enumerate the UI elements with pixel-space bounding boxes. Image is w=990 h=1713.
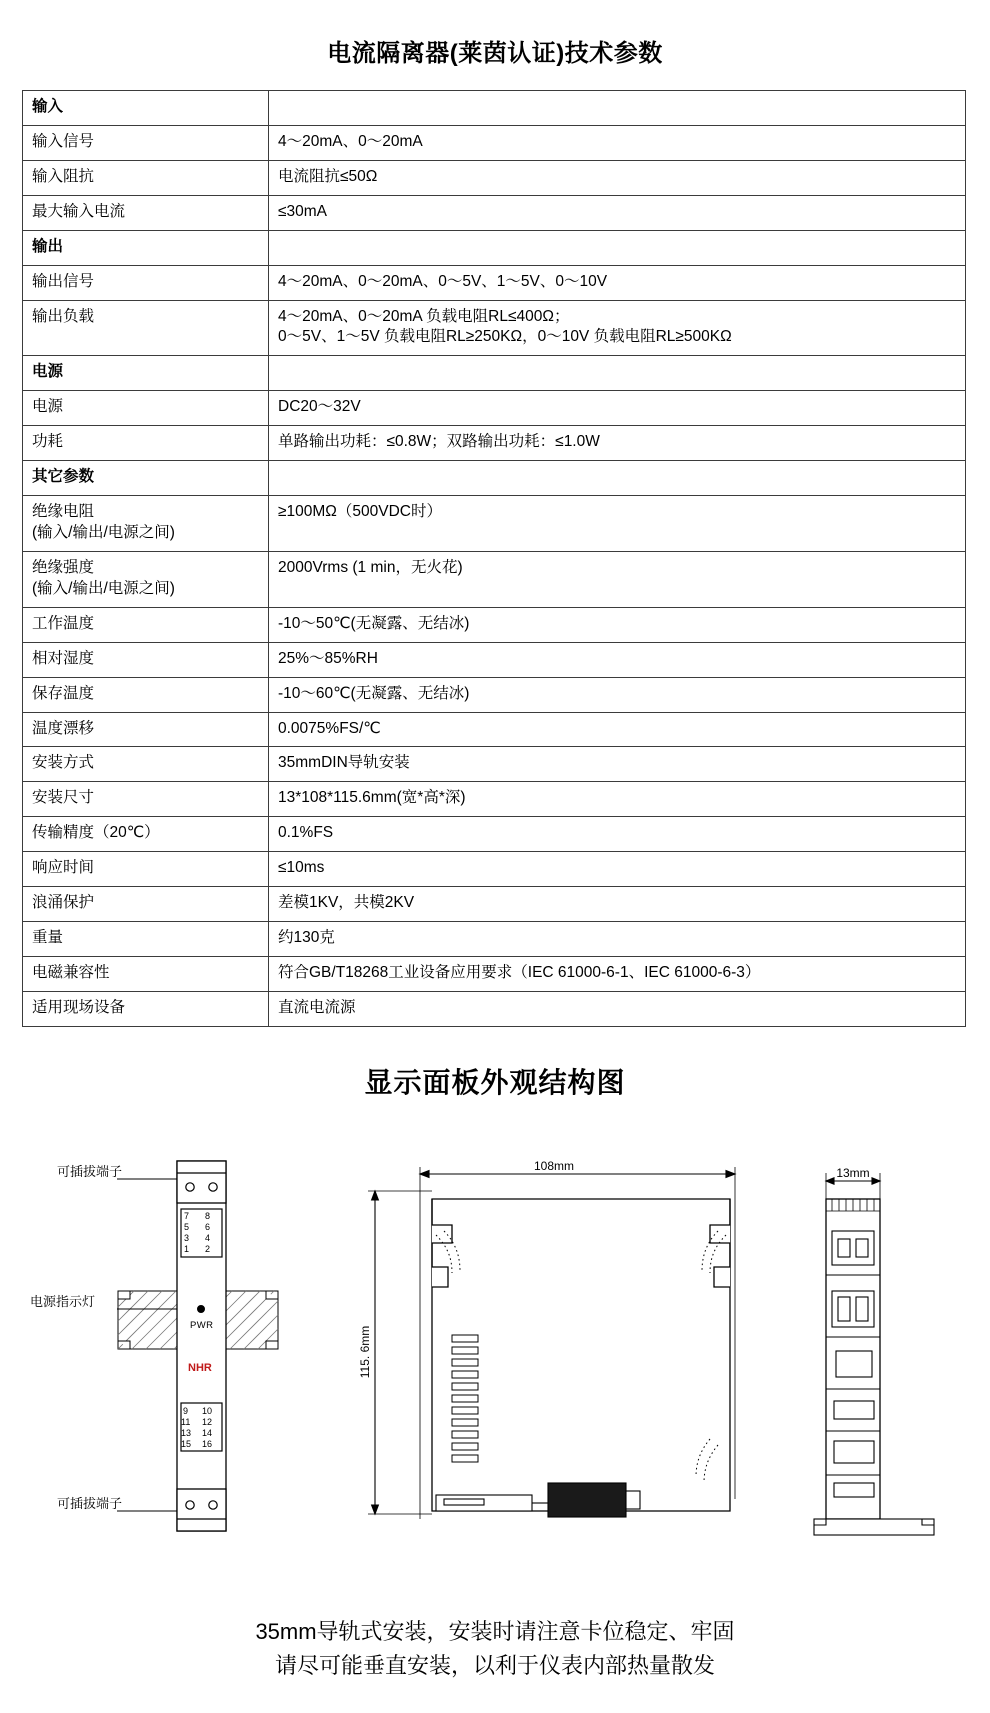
spec-value-line: DC20～32V <box>278 398 361 416</box>
spec-label <box>23 782 269 817</box>
spec-label <box>23 496 269 552</box>
table-row <box>23 642 966 677</box>
svg-text:6: 6 <box>205 1221 211 1232</box>
spec-section-row <box>23 356 966 391</box>
spec-value-line: 13*108*115.6mm(宽*高*深) <box>278 789 466 807</box>
spec-value <box>269 125 966 160</box>
spec-value <box>269 712 966 747</box>
table-row <box>23 426 966 461</box>
spec-label-line: 电磁兼容性 <box>32 963 110 981</box>
spec-value <box>269 461 966 496</box>
svg-text:1: 1 <box>184 1243 190 1254</box>
spec-value <box>269 160 966 195</box>
spec-label <box>23 230 269 265</box>
svg-text:15: 15 <box>181 1438 192 1449</box>
table-row <box>23 300 966 356</box>
spec-value <box>269 956 966 991</box>
spec-label <box>23 677 269 712</box>
spec-label <box>23 160 269 195</box>
table-row <box>23 607 966 642</box>
spec-label-line-2: (输入/输出/电源之间) <box>32 523 175 541</box>
dimension-height: 115. 6mm <box>358 1325 372 1379</box>
spec-label <box>23 956 269 991</box>
spec-value-line: ≥100MΩ（500VDC时） <box>278 503 442 521</box>
spec-label-line: 输出 <box>32 237 64 255</box>
table-row <box>23 887 966 922</box>
page-title: 电流隔离器(莱茵认证)技术参数 <box>327 40 663 67</box>
spec-label <box>23 887 269 922</box>
spec-label <box>23 642 269 677</box>
spec-label-line: 功耗 <box>32 433 64 451</box>
footer-line-2: 请尽可能垂直安装，以利于仪表内部热量散发 <box>274 1652 715 1678</box>
spec-value-line: 4～20mA、0～20mA <box>278 132 423 150</box>
spec-value-line: 4～20mA、0～20mA、0～5V、1～5V、0～10V <box>278 272 608 290</box>
spec-label <box>23 461 269 496</box>
specification-table <box>22 90 966 1027</box>
spec-label <box>23 922 269 957</box>
table-row <box>23 160 966 195</box>
spec-value <box>269 852 966 887</box>
svg-text:16: 16 <box>202 1438 213 1449</box>
spec-value <box>269 300 966 356</box>
spec-label-line: 输入信号 <box>32 132 95 150</box>
spec-value-line: 直流电流源 <box>278 998 356 1016</box>
spec-label-line: 重量 <box>32 929 64 947</box>
spec-label <box>23 356 269 391</box>
spec-value-line: -10～60℃(无凝露、无结冰) <box>278 684 470 702</box>
spec-value <box>269 551 966 607</box>
table-row <box>23 991 966 1026</box>
spec-section-row <box>23 461 966 496</box>
spec-label-line: 输入 <box>32 98 64 115</box>
spec-label-line: 温度漂移 <box>32 719 95 737</box>
spec-value-line: 0.1%FS <box>278 824 334 842</box>
dimension-width: 108mm <box>533 1158 575 1173</box>
spec-label-line: 响应时间 <box>32 859 95 877</box>
spec-label <box>23 991 269 1026</box>
table-row <box>23 551 966 607</box>
spec-label <box>23 817 269 852</box>
svg-text:5: 5 <box>184 1221 190 1232</box>
footer-line-1: 35mm导轨式安装，安装时请注意卡位稳定、牢固 <box>255 1618 735 1644</box>
spec-value <box>269 991 966 1026</box>
spec-value <box>269 607 966 642</box>
spec-value <box>269 887 966 922</box>
table-row <box>23 747 966 782</box>
spec-value-line: 35mmDIN导轨安装 <box>278 754 410 772</box>
spec-label-line: 传输精度（20℃） <box>32 824 160 842</box>
spec-label <box>23 426 269 461</box>
svg-text:7: 7 <box>184 1210 190 1221</box>
spec-value-line: 电流阻抗≤50Ω <box>278 167 378 185</box>
spec-label <box>23 195 269 230</box>
table-row <box>23 677 966 712</box>
spec-label-line: 最大输入电流 <box>32 202 126 220</box>
spec-label-line: 相对湿度 <box>32 649 95 667</box>
spec-label <box>23 852 269 887</box>
spec-value-line: 约130克 <box>278 929 335 947</box>
spec-label <box>23 91 269 126</box>
spec-label-line: 浪涌保护 <box>32 894 95 912</box>
spec-value-line: 4～20mA、0～20mA 负载电阻RL≤400Ω； <box>278 307 570 325</box>
spec-label-line: 绝缘电阻 <box>32 503 95 521</box>
spec-value <box>269 230 966 265</box>
spec-value <box>269 677 966 712</box>
spec-value <box>269 496 966 552</box>
spec-label-line: 绝缘强度 <box>32 558 95 576</box>
footer-note <box>0 1615 990 1713</box>
spec-value <box>269 642 966 677</box>
spec-label-line: 输入阻抗 <box>32 167 95 185</box>
svg-text:2: 2 <box>205 1243 211 1254</box>
spec-value <box>269 195 966 230</box>
spec-value-line: ≤10ms <box>278 859 325 877</box>
spec-label <box>23 712 269 747</box>
spec-label-line: 电源 <box>32 398 64 416</box>
spec-label-line: 工作温度 <box>32 614 95 632</box>
svg-text:10: 10 <box>202 1405 213 1416</box>
spec-value <box>269 817 966 852</box>
table-row <box>23 922 966 957</box>
spec-label-line-2: (输入/输出/电源之间) <box>32 579 175 597</box>
spec-value <box>269 265 966 300</box>
spec-label <box>23 125 269 160</box>
spec-label-line: 输出信号 <box>32 272 95 290</box>
spec-value-line: 25%～85%RH <box>278 649 378 667</box>
spec-value-line: 2000Vrms (1 min，无火花) <box>278 558 463 576</box>
spec-label <box>23 391 269 426</box>
spec-value-line: 符合GB/T18268工业设备应用要求（IEC 61000-6-1、IEC 61000-6-3） <box>278 963 761 981</box>
spec-label-line: 安装方式 <box>32 754 95 772</box>
table-row <box>23 496 966 552</box>
section-heading: 显示面板外观结构图 <box>364 1066 626 1098</box>
table-row <box>23 265 966 300</box>
table-row <box>23 852 966 887</box>
spec-value-line: 0.0075%FS/℃ <box>278 719 381 737</box>
svg-text:NHR: NHR <box>188 1361 212 1374</box>
spec-section-row <box>23 91 966 126</box>
table-row <box>23 125 966 160</box>
callout-bottom-terminal: 可插拔端子 <box>57 1495 123 1511</box>
spec-value <box>269 426 966 461</box>
panel-drawing <box>0 1139 990 1569</box>
spec-value <box>269 782 966 817</box>
spec-label-line: 其它参数 <box>32 468 95 486</box>
spec-value-line: -10～50℃(无凝露、无结冰) <box>278 614 470 632</box>
table-row <box>23 817 966 852</box>
svg-text:9: 9 <box>183 1405 189 1416</box>
spec-label <box>23 265 269 300</box>
spec-value <box>269 747 966 782</box>
spec-label <box>23 747 269 782</box>
table-row <box>23 956 966 991</box>
svg-text:12: 12 <box>202 1416 213 1427</box>
spec-value-line: ≤30mA <box>278 202 327 220</box>
spec-label-line: 保存温度 <box>32 684 95 702</box>
svg-text:13: 13 <box>181 1427 192 1438</box>
spec-value-line: 差模1KV，共模2KV <box>278 894 415 912</box>
svg-text:3: 3 <box>184 1232 190 1243</box>
spec-value <box>269 356 966 391</box>
table-row <box>23 391 966 426</box>
spec-value <box>269 922 966 957</box>
spec-value <box>269 91 966 126</box>
spec-label <box>23 607 269 642</box>
svg-text:8: 8 <box>205 1210 211 1221</box>
dimension-depth: 13mm <box>836 1165 870 1180</box>
table-row <box>23 195 966 230</box>
callout-top-terminal: 可插拔端子 <box>57 1163 123 1179</box>
svg-text:14: 14 <box>202 1427 213 1438</box>
svg-text:4: 4 <box>205 1232 211 1243</box>
callout-power-led: 电源指示灯 <box>30 1293 96 1309</box>
spec-table-wrap <box>0 68 990 1027</box>
spec-label-line: 安装尺寸 <box>32 789 95 807</box>
spec-value <box>269 391 966 426</box>
spec-value-line: 单路输出功耗：≤0.8W；双路输出功耗：≤1.0W <box>278 433 600 451</box>
spec-label <box>23 300 269 356</box>
table-row <box>23 782 966 817</box>
svg-text:11: 11 <box>181 1416 191 1427</box>
spec-section-row <box>23 230 966 265</box>
spec-value-line-2: 0～5V、1～5V 负载电阻RL≥250KΩ，0～10V 负载电阻RL≥500KΩ <box>278 328 732 346</box>
spec-label-line: 输出负载 <box>32 307 95 325</box>
svg-text:PWR: PWR <box>190 1319 214 1331</box>
spec-label-line: 电源 <box>32 363 64 381</box>
table-row <box>23 712 966 747</box>
spec-label-line: 适用现场设备 <box>32 998 126 1016</box>
spec-label <box>23 551 269 607</box>
spec-table-body <box>23 91 966 1027</box>
